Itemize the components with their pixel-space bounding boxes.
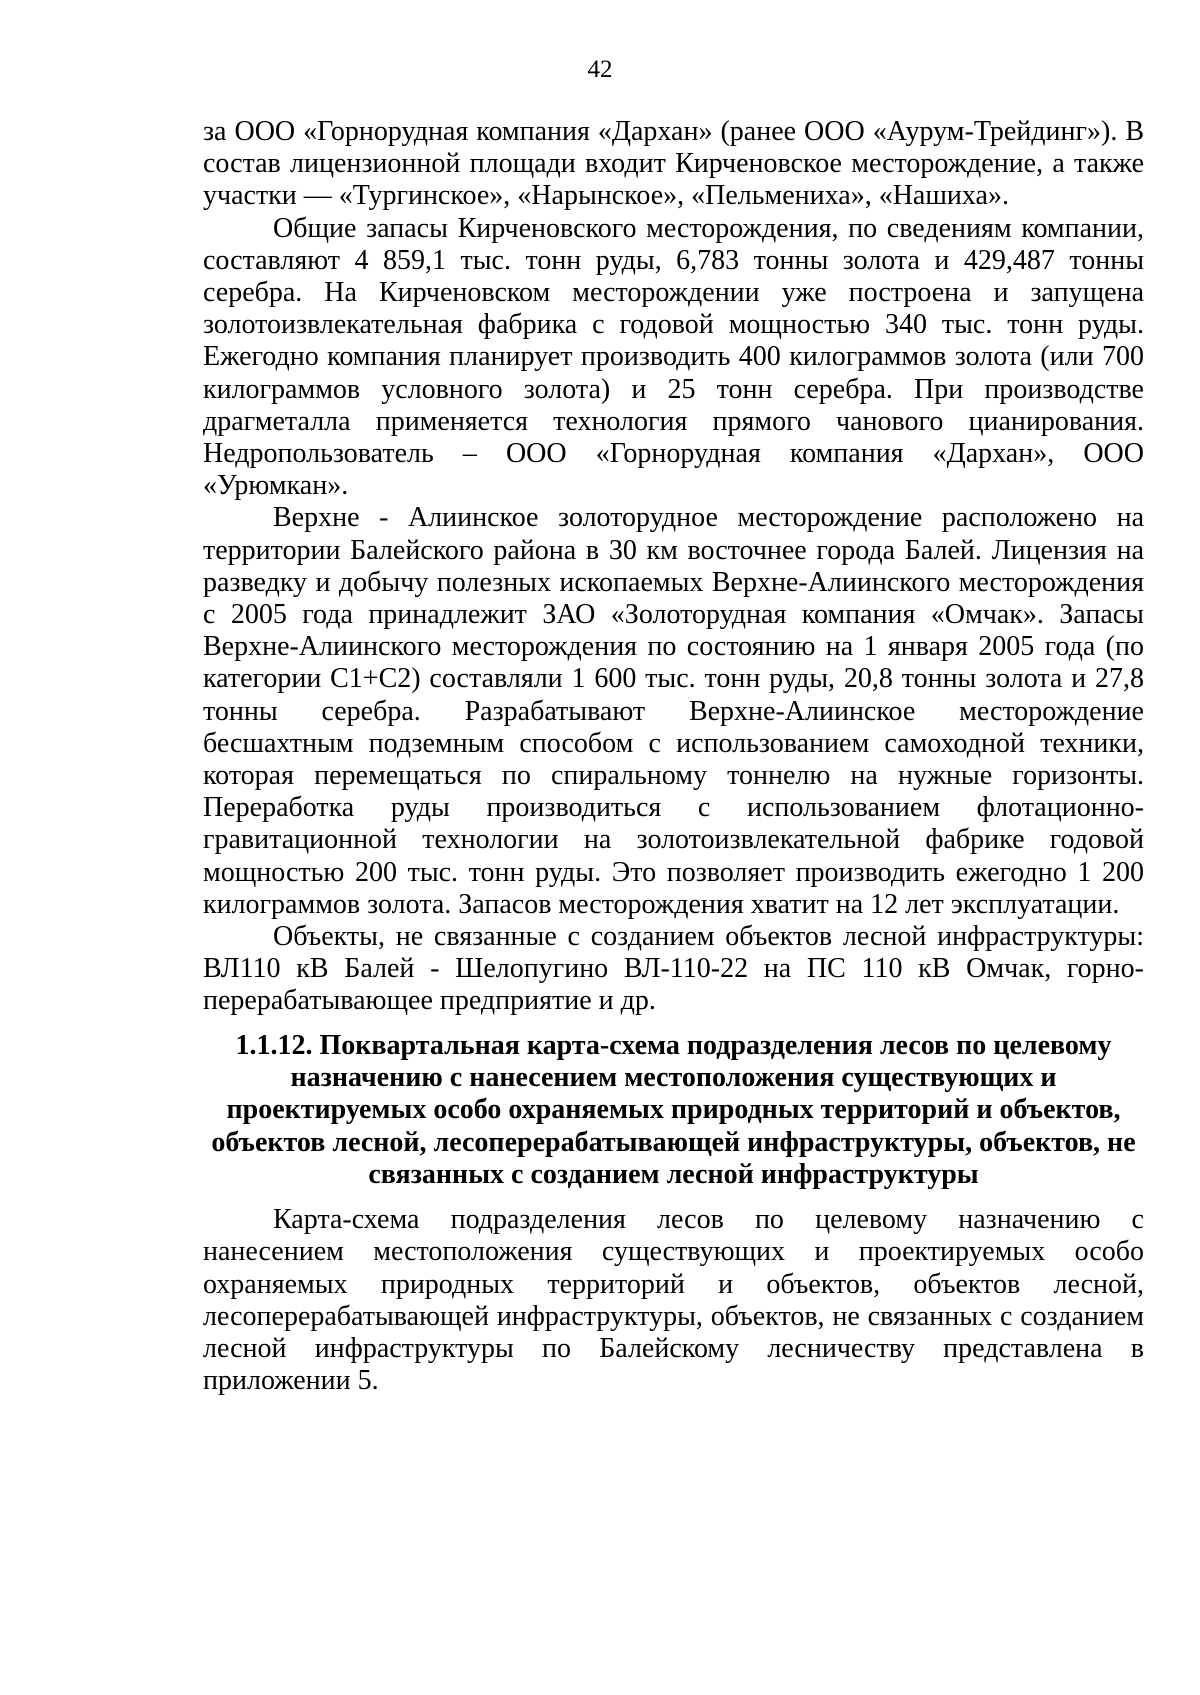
page-number: 42 [587,56,613,83]
paragraph-kirchenovskoe-reserves: Общие запасы Кирченовского месторождения, по сведениям компании, составляют 4 859,1 тыс. тонн руды, 6,783 тонны золота и 429,487 тонны серебра. На Кирченовском месторождении уже построена и запущена золотоизвлекательная фабрика с годовой мощностью 340 тыс. тонн руды. Ежегодно компания планирует производить 400 килограммов золота (или 700 килограммов условного золота) и 25 тонн серебра. При производстве драгметалла применяется технология прямого чанового цианирования. Недропользователь – ООО «Горнорудная компания «Дархан», ООО «Урюмкан». [203,212,1144,502]
paragraph-verkhne-aliinskoe: Верхне - Алиинское золоторудное месторождение расположено на территории Балейского района в 30 км восточнее города Балей. Лицензия на разведку и добычу полезных ископаемых Верхне-Алиинского месторождения с 2005 года принадлежит ЗАО «Золоторудная компания «Омчак». Запасы Верхне-Алиинского месторождения по состоянию на 1 января 2005 года (по категории С1+С2) составляли 1 600 тыс. тонн руды, 20,8 тонны золота и 27,8 тонны серебра. Разрабатывают Верхне-Алиинское месторождение бесшахтным подземным способом с использованием самоходной техники, которая перемещаться по спиральному тоннелю на нужные горизонты. Переработка руды производиться с использованием флотационно-гравитационной технологии на золотоизвлекательной фабрике годовой мощностью 200 тыс. тонн руды. Это позволяет производить ежегодно 1 200 килограммов золота. Запасов месторождения хватит на 12 лет эксплуатации. [203,502,1144,920]
paragraph-non-forest-objects: Объекты, не связанные с созданием объектов лесной инфраструктуры: ВЛ110 кВ Балей - Шелопугино ВЛ-110-22 на ПС 110 кВ Омчак, горно-перерабатывающее предприятие и др. [203,921,1144,1017]
section-heading: 1.1.12. Поквартальная карта-схема подразделения лесов по целевому назначению с нанесением местоположения существующих и проектируемых особо охраняемых природных территорий и объектов, объектов лесной, лесоперерабатывающей инфраструктуры, объектов, не связанных с созданием лесной инфраструктуры [211,1029,1136,1190]
body-text [203,116,1144,1397]
paragraph-continuation: за ООО «Горнорудная компания «Дархан» (ранее ООО «Аурум-Трейдинг»). В состав лицензионной площади входит Кирченовское месторождение, а также участки — «Тургинское», «Нарынское», «Пельмениха», «Нашиха». [203,116,1144,212]
paragraph-map-scheme: Карта-схема подразделения лесов по целевому назначению с нанесением местоположения существующих и проектируемых особо охраняемых природных территорий и объектов, объектов лесной, лесоперерабатывающей инфраструктуры, объектов, не связанных с созданием лесной инфраструктуры по Балейскому лесничеству представлена в приложении 5. [203,1204,1144,1397]
